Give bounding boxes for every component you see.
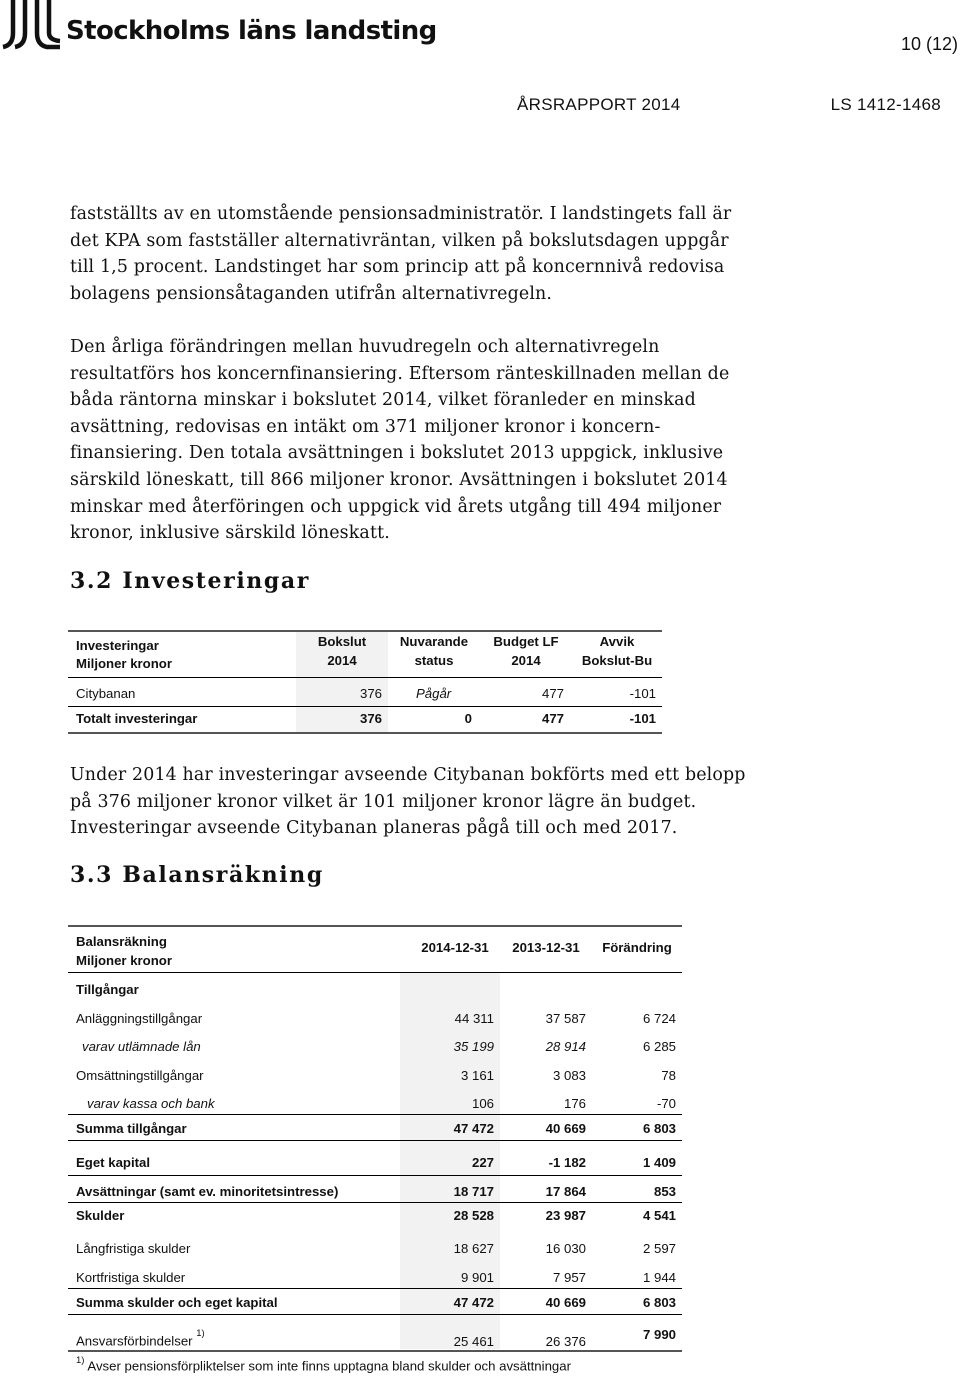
table-cell-bokslut: 376	[359, 686, 382, 701]
org-logo	[0, 0, 437, 52]
table-row-label-total: Summa tillgångar	[76, 1121, 187, 1136]
table-row-label: Anläggningstillgångar	[76, 1011, 203, 1026]
table-bottom-rule	[68, 1350, 682, 1352]
column-header-status-line2: status	[414, 653, 454, 668]
table-header-rule	[68, 972, 682, 973]
text-line: kronor, inklusive särskild löneskatt.	[70, 523, 390, 544]
column-header-bokslut: Bokslut	[317, 634, 367, 649]
table-cell-2014: 25 461	[453, 1334, 494, 1349]
text-line: minskar med återföringen och uppgick vid årets utgång till 494 miljoner	[70, 496, 722, 517]
table-cell-change: 6 285	[642, 1039, 676, 1054]
table-cell-2014: 3 161	[460, 1068, 494, 1083]
table-cell-2014: 227	[471, 1155, 494, 1170]
section-heading-investments: 3.2 Investeringar	[70, 568, 310, 594]
column-header-bokslut-year: 2014	[327, 653, 357, 668]
table-row-rule	[68, 1140, 682, 1141]
table-cell-2013: 37 587	[545, 1011, 586, 1026]
table-cell-2013: 16 030	[545, 1241, 586, 1256]
column-header-avvik-line2: Bokslut-Bu	[581, 653, 653, 668]
table-row-label: varav kassa och bank	[87, 1096, 215, 1111]
table-cell-change: 1 944	[642, 1270, 676, 1285]
footnote-text: Avser pensionsförpliktelser som inte finns upptagna bland skulder och avsättningar	[87, 1358, 571, 1374]
table-cell-2013: 7 957	[552, 1270, 586, 1285]
table-section-assets: Tillgångar	[76, 982, 139, 997]
org-name: Stockholms läns landsting	[66, 16, 437, 46]
text-line: resultatförs hos koncernfinansiering. Eftersom ränteskillnaden mellan de	[70, 363, 730, 384]
table-cell-change: 6 724	[642, 1011, 676, 1026]
table-cell-status: Pågår	[416, 686, 452, 701]
table-cell-change: 853	[653, 1184, 676, 1199]
table-footnote	[76, 1357, 571, 1373]
table-cell-change: -70	[656, 1096, 676, 1111]
table-cell-2013: -1 182	[548, 1155, 586, 1170]
text-line: särskild löneskatt, till 866 miljoner kronor. Avsättningen i bokslutet 2014	[70, 469, 728, 490]
column-header-change: Förändring	[602, 940, 672, 955]
table-unit: Miljoner kronor	[76, 953, 172, 968]
table-row-rule	[68, 1314, 682, 1315]
table-cell-bokslut: 376	[359, 711, 382, 726]
table-row-label: varav utlämnade lån	[82, 1039, 201, 1054]
table-cell-2014: 47 472	[453, 1121, 494, 1136]
paragraph-investments	[70, 762, 770, 842]
table-bottom-rule	[68, 732, 662, 734]
table-cell-2013: 23 987	[545, 1208, 586, 1223]
table-cell-2013: 26 376	[545, 1334, 586, 1349]
table-row-label-total: Summa skulder och eget kapital	[76, 1295, 278, 1310]
column-header-2014: 2014-12-31	[421, 940, 489, 955]
table-cell-change: 6 803	[642, 1295, 676, 1310]
text-line: Under 2014 har investeringar avseende Citybanan bokförts med ett belopp	[70, 765, 746, 785]
paragraph-pension-intro	[70, 201, 770, 307]
table-cell-change: 6 803	[642, 1121, 676, 1136]
column-header-avvik: Avvik	[599, 634, 635, 649]
table-cell-2014: 35 199	[453, 1039, 494, 1054]
text-line: till 1,5 procent. Landstinget har som princip att på koncernnivå redovisa	[70, 257, 725, 278]
table-row-rule	[68, 1202, 682, 1203]
text-line: båda räntorna minskar i bokslutet 2014, vilket föranleder en minskad	[70, 390, 696, 411]
section-heading-balance: 3.3 Balansräkning	[70, 862, 324, 888]
table-title: Balansräkning	[76, 934, 167, 949]
table-row-label: Skulder	[76, 1208, 125, 1223]
table-cell-2013: 3 083	[552, 1068, 586, 1083]
table-row-label: Eget kapital	[76, 1155, 151, 1170]
column-header-budget: Budget LF	[493, 634, 559, 649]
table-cell-2014: 28 528	[453, 1208, 494, 1223]
table-cell-2013: 28 914	[545, 1039, 586, 1054]
table-row-rule	[68, 1288, 682, 1289]
table-row-label: Omsättningstillgångar	[76, 1068, 204, 1083]
table-title: Investeringar	[76, 638, 159, 653]
table-cell-avvik: -101	[629, 686, 656, 701]
table-cell-2014: 18 627	[453, 1241, 494, 1256]
text-line: det KPA som fastställer alternativräntan, vilken på bokslutsdagen uppgår	[70, 230, 729, 251]
footnote-marker: 1)	[76, 1355, 85, 1366]
document-id: LS 1412-1468	[830, 95, 941, 114]
text-line: på 376 miljoner kronor vilket är 101 miljoner kronor lägre än budget.	[70, 791, 697, 812]
text-line: Den årliga förändringen mellan huvudregeln och alternativregeln	[70, 337, 660, 357]
table-cell-2014: 106	[471, 1096, 494, 1111]
table-cell-2013: 40 669	[545, 1121, 586, 1136]
table-cell-change: 4 541	[642, 1208, 676, 1223]
column-header-2013: 2013-12-31	[512, 940, 580, 955]
text-line: bolagens pensionsåtaganden utifrån alternativregeln.	[70, 283, 553, 304]
table-cell-change: 1 409	[642, 1155, 676, 1170]
table-cell-2014: 44 311	[454, 1011, 494, 1026]
table-top-rule	[68, 925, 682, 927]
table-cell-2014: 9 901	[460, 1270, 494, 1285]
table-cell-2014: 18 717	[453, 1184, 494, 1199]
table-row-label: Avsättningar (samt ev. minoritetsintresse)	[76, 1184, 339, 1199]
footnote-reference: 1)	[196, 1328, 205, 1339]
text-line: finansiering. Den totala avsättningen i bokslutet 2013 uppgick, inklusive	[70, 443, 724, 464]
table-cell-budget: 477	[541, 686, 564, 701]
table-cell-change: 7 990	[642, 1327, 676, 1342]
report-title: ÅRSRAPPORT 2014	[517, 95, 681, 114]
table-cell-change: 78	[661, 1068, 676, 1083]
text-line: avsättning, redovisas en intäkt om 371 miljoner kronor i koncern-	[70, 416, 661, 437]
table-cell-2013: 176	[563, 1096, 586, 1111]
table-row-rule	[68, 706, 662, 707]
page-number: 10 (12)	[900, 34, 958, 54]
table-row-label: Citybanan	[76, 686, 136, 701]
table-cell-2013: 40 669	[545, 1295, 586, 1310]
table-cell-budget: 477	[541, 711, 564, 726]
paragraph-pension-change	[70, 334, 770, 547]
table-row-rule	[68, 1114, 682, 1115]
text-line: Investeringar avseende Citybanan planeras pågå till och med 2017.	[70, 818, 678, 839]
column-header-budget-year: 2014	[511, 653, 541, 668]
table-row-label	[76, 1328, 205, 1349]
table-header-rule	[68, 677, 662, 678]
contingent-liabilities-label: Ansvarsförbindelser	[76, 1333, 193, 1349]
table-row-label: Långfristiga skulder	[76, 1241, 191, 1256]
table-unit: Miljoner kronor	[76, 656, 172, 671]
column-header-status: Nuvarande	[399, 634, 469, 649]
table-cell-2014: 47 472	[453, 1295, 494, 1310]
table-row-label: Kortfristiga skulder	[76, 1270, 186, 1285]
table-row-label-total: Totalt investeringar	[76, 711, 198, 726]
table-row-rule	[68, 1175, 682, 1176]
table-cell-avvik: -101	[629, 711, 656, 726]
table-cell-status: 0	[464, 711, 472, 726]
landsting-logo-icon	[0, 0, 62, 52]
table-cell-2013: 17 864	[545, 1184, 586, 1199]
table-cell-change: 2 597	[642, 1241, 676, 1256]
text-line: fastställts av en utomstående pensionsadministratör. I landstingets fall är	[70, 204, 732, 224]
